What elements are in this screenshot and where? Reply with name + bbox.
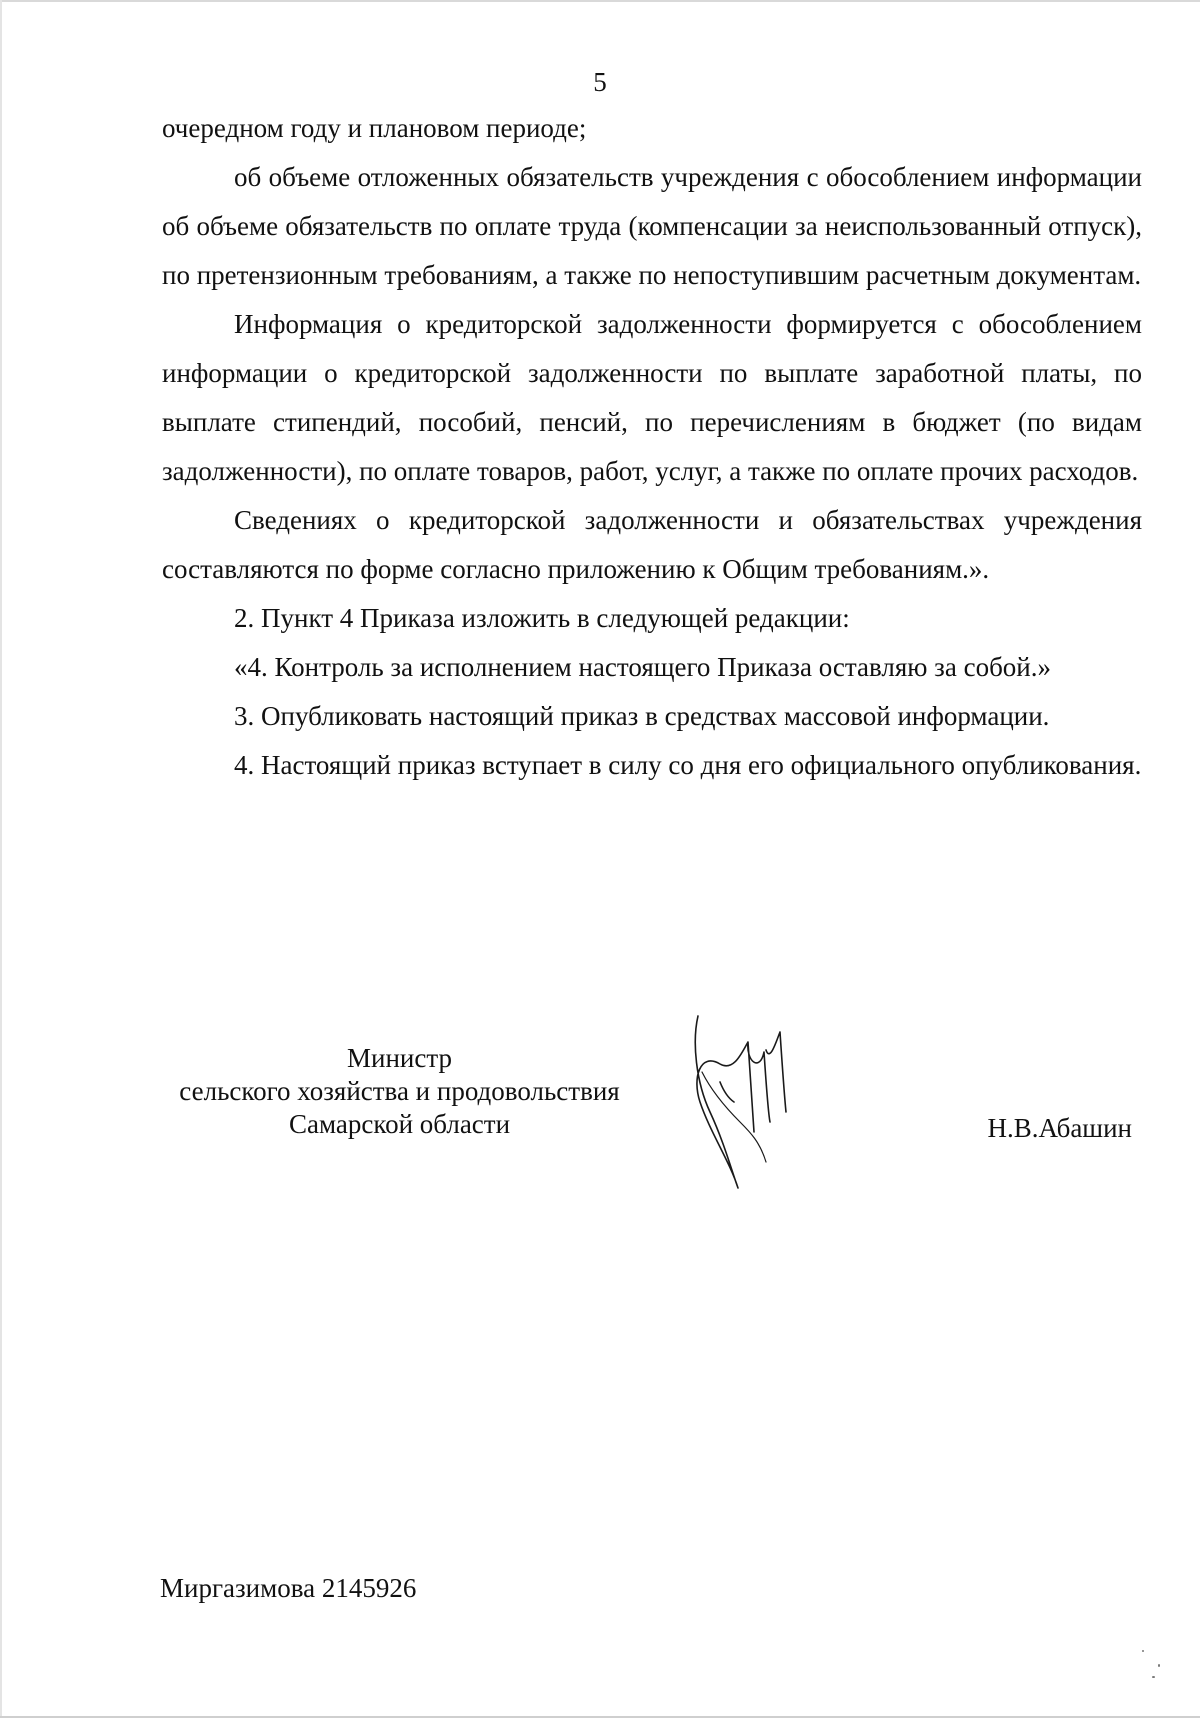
paragraph-continuation: очередном году и плановом периоде; [162, 113, 587, 143]
paragraph-deferred-obligations: об объеме отложенных обязательств учреждения с обособлением информации об объеме обязательств по оплате труда (компенсации за неиспользованный отпуск), по претензионным требованиям, а также по непоступившим расчетным документам. [162, 162, 1142, 290]
signatory-position-line3: Самарской области [288, 1109, 511, 1139]
scan-speck [1152, 1676, 1155, 1678]
signatory-name: Н.В.Абашин [987, 1113, 1132, 1143]
executor-note: Миргазимова 2145926 [160, 1573, 417, 1603]
paragraph-payables-info: Информация о кредиторской задолженности формируется с обособлением информации о кредиторской задолженности по выплате заработной платы, по выплате стипендий, пособий, пенсий, по перечислениям в бюджет (по видам задолженности), по оплате товаров, работ, услуг, а также по оплате прочих расходов. [162, 309, 1142, 486]
scan-speck [1142, 1650, 1144, 1652]
handwritten-signature [690, 1012, 810, 1190]
paragraph-item-4: 4. Настоящий приказ вступает в силу со дня его официального опубликования. [234, 750, 1142, 780]
document-body [162, 104, 1142, 790]
scan-edge-top [0, 0, 1200, 2]
paragraph-item-3: 3. Опубликовать настоящий приказ в средствах массовой информации. [234, 701, 1050, 731]
page-number: 5 [593, 67, 607, 97]
signatory-position-line1: Министр [347, 1043, 452, 1073]
signatory-position-line2: сельского хозяйства и продовольствия [179, 1076, 620, 1106]
paragraph-item-4-text: «4. Контроль за исполнением настоящего Приказа оставляю за собой.» [234, 652, 1052, 682]
scan-edge-left [0, 0, 2, 1718]
paragraph-payables-form: Сведениях о кредиторской задолженности и обязательствах учреждения составляются по форме согласно приложению к Общим требованиям.». [162, 505, 1142, 584]
scan-speck [1158, 1664, 1160, 1667]
signatory-position [162, 1042, 637, 1141]
paragraph-item-2: 2. Пункт 4 Приказа изложить в следующей редакции: [234, 603, 850, 633]
